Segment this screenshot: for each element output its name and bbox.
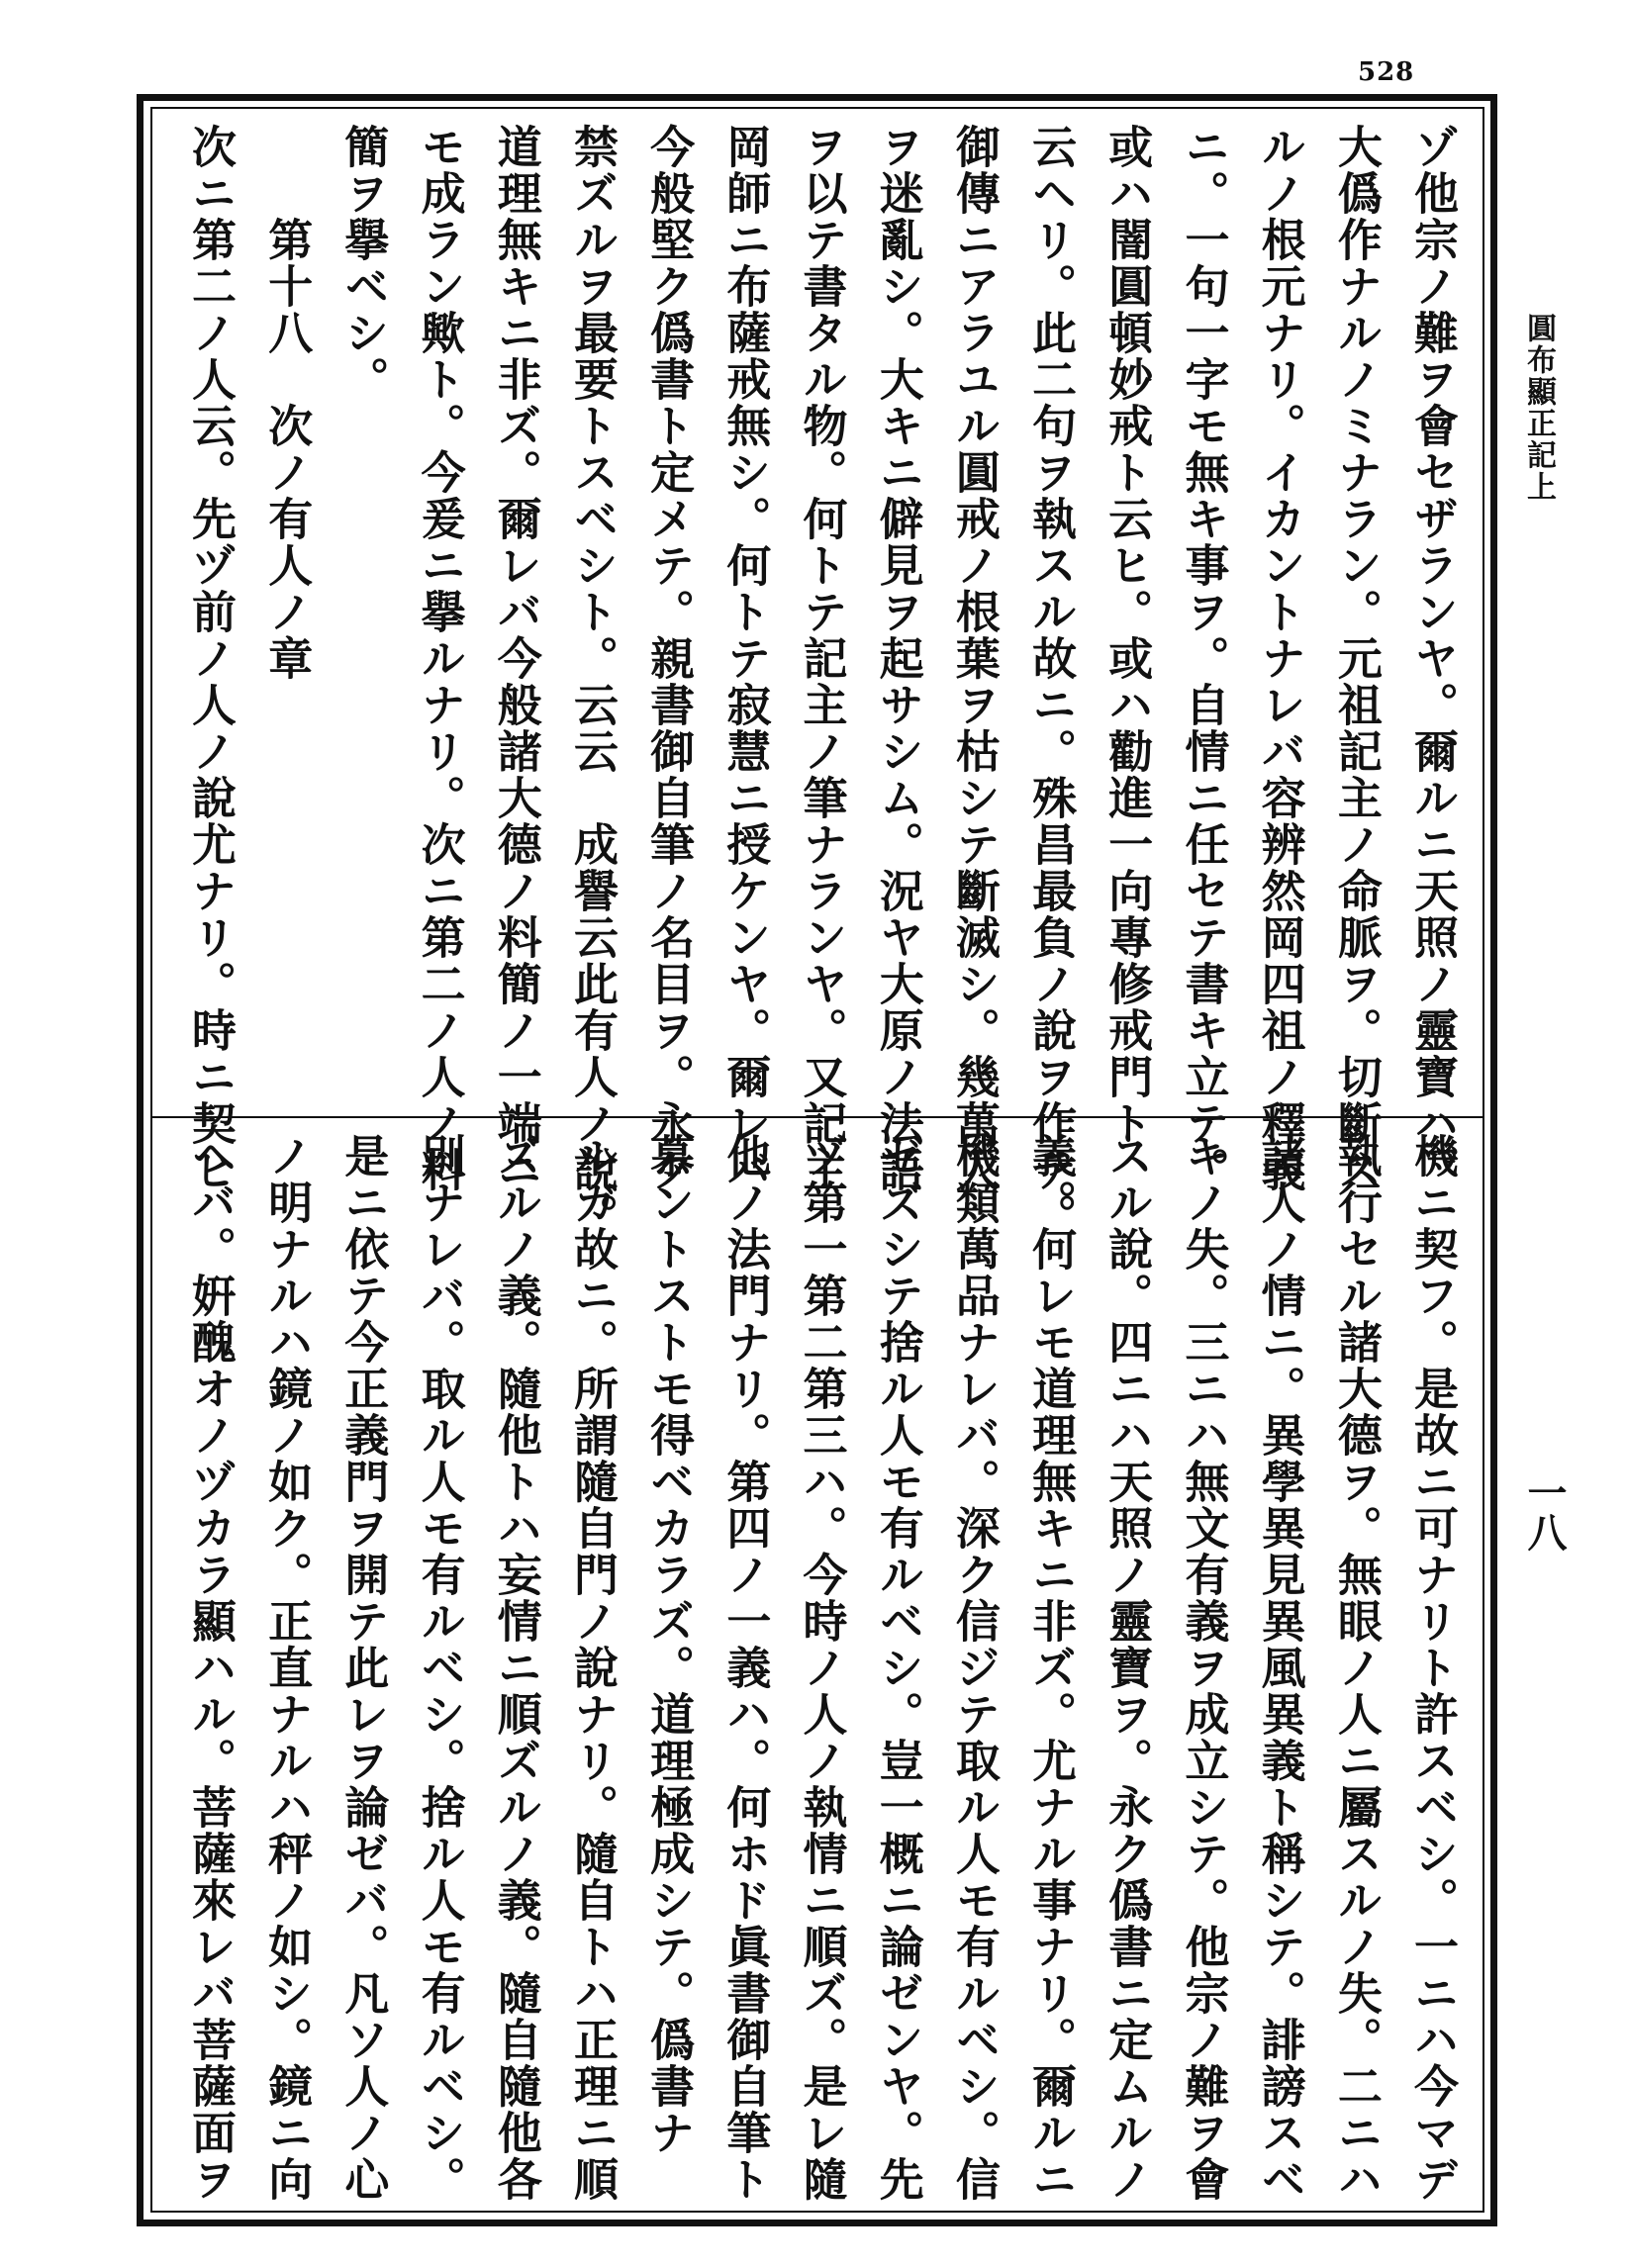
text-column: 第十八 次ノ有人ノ章: [260, 124, 314, 682]
text-column: ヅ第一第二第三ハ。今時ノ人ノ執情ニ順ズ。是レ隨: [795, 1133, 848, 2203]
text-column: ヲ迷亂シ。大キニ僻見ヲ起サシム。況ヤ大原ノ法語: [871, 124, 924, 1193]
text-column: ズルノ義。隨他トハ妄情ニ順ズルノ義。隨自隨他各: [489, 1133, 542, 2203]
text-column: 諸人ノ情ニ。異學異見異風異義ト稱シテ。誹謗スベ: [1253, 1133, 1306, 2203]
page-number: 528: [1358, 57, 1415, 87]
text-column: ノ明ナルハ鏡ノ如ク。正直ナルハ秤ノ如シ。鏡ニ向: [260, 1133, 314, 2203]
text-column: ヲ以テ書タル物。何トテ記主ノ筆ナランヤ。又記主: [795, 124, 848, 1193]
text-column: キノ失。三ニハ無文有義ヲ成立シテ。他宗ノ難ヲ會: [1177, 1133, 1230, 2203]
text-column: 是ニ依テ今正義門ヲ開テ此レヲ論ゼバ。凡ソ人ノ心: [336, 1133, 390, 2203]
text-column: ニ。一句一字モ無キ事ヲ。自情ニ任セテ書キ立テ。: [1177, 124, 1230, 1193]
text-column: 禁ズルヲ最要トスベシト。云云 成譽云此有人ノ說。: [565, 124, 619, 1240]
text-column: 簡ヲ擧ベシ。: [336, 124, 390, 403]
text-column: 大僞作ナルノミナラン。元祖記主ノ命脈ヲ。切斷ス: [1329, 124, 1383, 1193]
lower-text-block: [184, 1133, 1459, 2203]
running-title: 圓布顯正記上: [1521, 313, 1556, 503]
text-column: ゾ他宗ノ難ヲ會セザランヤ。爾ルニ天照ノ靈寶ハ。: [1406, 124, 1459, 1193]
text-column: 機ニ契フ。是故ニ可ナリト許スベシ。一ニハ今マデ: [1406, 1133, 1459, 2203]
text-column: 御傳ニアラユル圓戒ノ根葉ヲ枯シテ斷滅シ。幾萬人: [947, 124, 1001, 1193]
text-column: 慕ントストモ得ベカラズ。道理極成シテ。僞書ナ: [642, 1133, 696, 2156]
text-column: 或ハ闇圓頓妙戒ト云ヒ。或ハ勸進一向專修戒門ト: [1100, 124, 1154, 1147]
text-column: 云ヘリ。此二句ヲ執スル故ニ。殊昌最負ノ說ヲ作テ。: [1024, 124, 1078, 1240]
text-column: 道理無キニ非ズ。爾レバ今般諸大德ノ料簡ノ一端ニ: [489, 124, 542, 1193]
text-column: 執行セル諸大德ヲ。無眼ノ人ニ屬スルノ失。二ニハ: [1329, 1133, 1383, 2203]
text-column: スル說。四ニハ天照ノ靈寶ヲ。永ク僞書ニ定ムルノ: [1100, 1133, 1154, 2203]
text-column: 義。何レモ道理無キニ非ズ。尤ナル事ナリ。爾ルニ: [1024, 1133, 1078, 2203]
text-column: ルガ故ニ。所謂隨自門ノ說ナリ。隨自トハ正理ニ順: [565, 1133, 619, 2203]
text-column: ゼズシテ捨ル人モ有ルベシ。豈一概ニ論ゼンヤ。先: [871, 1133, 924, 2203]
upper-text-block: [184, 124, 1459, 1240]
text-column: 今般堅ク僞書ト定メテ。親書御自筆ノ名目ヲ。永ク: [642, 124, 696, 1193]
text-column: 次ニ第二ノ人云。先ヅ前ノ人ノ說尤ナリ。時ニ契ヒ: [184, 124, 237, 1193]
text-column: 機類萬品ナレバ。深ク信ジテ取ル人モ有ルベシ。信: [947, 1133, 1001, 2203]
text-column: 他ノ法門ナリ。第四ノ一義ハ。何ホド眞書御自筆ト: [718, 1133, 772, 2203]
text-column: モ成ラン歟ト。今爰ニ擧ルナリ。次ニ第二ノ人ノ料: [413, 124, 466, 1193]
text-column: 別ナレバ。取ル人モ有ルベシ。捨ル人モ有ルベシ。: [413, 1133, 466, 2203]
folio-number: 一八: [1521, 1472, 1568, 1552]
text-column: ルノ根元ナリ。イカントナレバ容辨然岡四祖ノ釋義: [1253, 124, 1306, 1193]
text-column: 岡師ニ布薩戒無シ。何トテ寂慧ニ授ケンヤ。爾レバ: [718, 124, 772, 1193]
text-column: ヘバ。姸醜オノヅカラ顯ハル。菩薩來レバ菩薩面ヲ: [184, 1133, 237, 2203]
